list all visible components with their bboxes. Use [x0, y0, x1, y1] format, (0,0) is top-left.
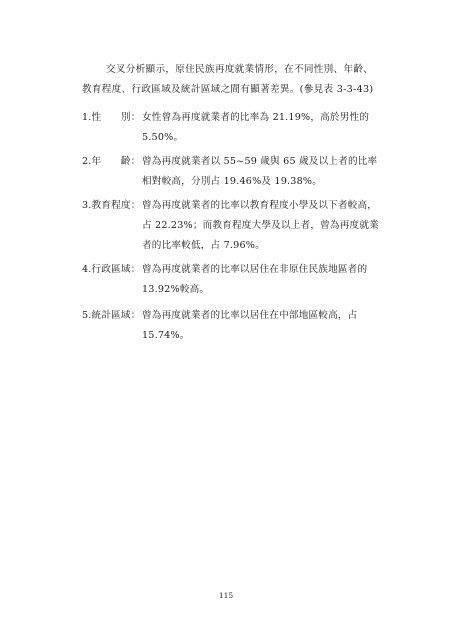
list-item-stat-region: [82, 306, 392, 346]
page-number: 115: [218, 591, 234, 600]
item-text: 曾為再度就業者以 55~59 歲與 65 歲及以上者的比率: [142, 156, 378, 167]
item-text-cont: 占 22.23%；而教育程度大學及以上者，曾為再度就業: [142, 220, 379, 231]
item-label: 4.行政區域：: [82, 264, 141, 275]
item-text: 曾為再度就業者的比率以教育程度小學及以下者較高，: [142, 200, 378, 211]
list-item-gender: [82, 108, 392, 148]
item-text-cont: 13.92%較高。: [142, 284, 210, 295]
list-item-age: [82, 152, 392, 192]
item-label: 5.統計區域：: [82, 310, 141, 321]
item-text: 曾為再度就業者的比率以居住在中部地區較高，占: [142, 310, 358, 321]
intro-line-2: 教育程度、行政區域及統計區域之間有顯著差異。(參見表 3-3-43): [82, 84, 374, 95]
item-label: 1.性 別：: [82, 112, 141, 123]
item-label: 2.年 齡：: [82, 156, 141, 167]
list-item-education: [82, 196, 392, 256]
list-item-admin-region: [82, 260, 392, 300]
item-label: 3.教育程度：: [82, 200, 141, 211]
item-text-cont: 15.74%。: [142, 330, 190, 341]
item-text: 曾為再度就業者的比率以居住在非原住民族地區者的: [142, 264, 368, 275]
item-text-cont: 相對較高，分別占 19.46%及 19.38%。: [142, 176, 322, 187]
item-text-cont: 者的比率較低，占 7.96%。: [142, 240, 265, 251]
item-text-cont: 5.50%。: [142, 132, 184, 143]
item-text: 女性曾為再度就業者的比率為 21.19%，高於男性的: [142, 112, 370, 123]
intro-paragraph: [82, 60, 382, 100]
intro-line-1: 交叉分析顯示，原住民族再度就業情形，在不同性別、年齡、: [106, 64, 374, 75]
